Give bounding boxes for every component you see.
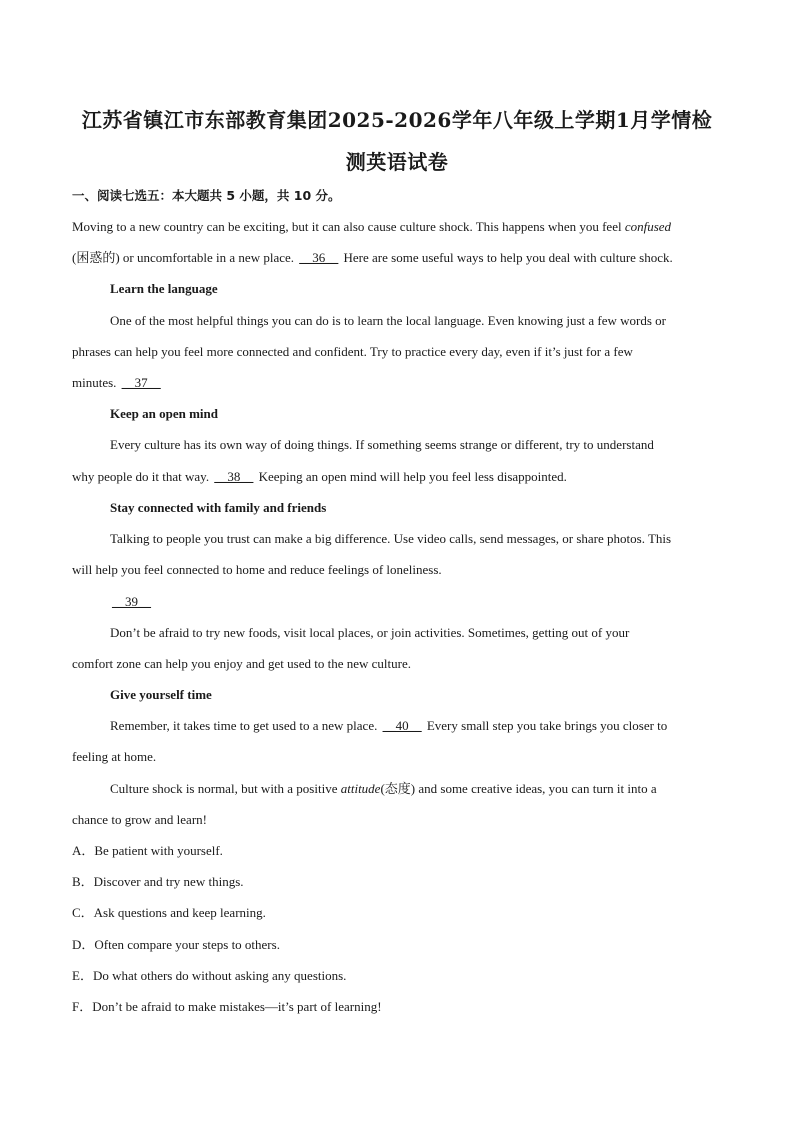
option-b[interactable]: B．Discover and try new things. (72, 874, 244, 889)
passage-intro-line-1 (72, 219, 722, 235)
option-e[interactable]: E．Do what others do without asking any questions. (72, 968, 347, 983)
option-c[interactable]: C．Ask questions and keep learning. (72, 905, 266, 920)
section-heading: 一、阅读七选五：本大题共 5 小题，共 10 分。 (72, 188, 341, 203)
option-f[interactable]: F．Don’t be afraid to make mistakes—it’s part of learning! (72, 999, 382, 1014)
passage-text: (态度) and some creative ideas, you can turn it into a (380, 781, 657, 796)
exam-title-line-1: 江苏省镇江市东部教育集团2025-2026学年八年级上学期1月学情检 (81, 108, 713, 132)
paragraph-line: Talking to people you trust can make a big difference. Use video calls, send messages, or share photos. This (110, 531, 672, 546)
paragraph-line: One of the most helpful things you can do is to learn the local language. Even knowing just a few words or (110, 313, 666, 328)
blank-38[interactable]: __38__ (214, 469, 254, 484)
subheading-stay-connected: Stay connected with family and friends (110, 500, 327, 515)
blank-37[interactable]: __37__ (121, 375, 161, 390)
blank-39[interactable]: __39__ (112, 594, 151, 609)
exam-title-line-2: 测英语试卷 (345, 150, 449, 174)
subheading-learn-language: Learn the language (110, 281, 218, 296)
paragraph-line: Don’t be afraid to try new foods, visit local places, or join activities. Sometimes, getting out of your (110, 625, 630, 640)
passage-text: Keeping an open mind will help you feel less disappointed. (255, 469, 567, 484)
passage-text: Culture shock is normal, but with a positive (110, 781, 341, 796)
passage-text: why people do it that way. (72, 469, 213, 484)
subheading-blank-39-row (110, 594, 760, 610)
paragraph-line (72, 469, 722, 485)
passage-italic-word: attitude (340, 781, 381, 796)
blank-36[interactable]: __36__ (299, 250, 339, 265)
blank-40[interactable]: __40__ (382, 718, 422, 733)
subheading-open-mind: Keep an open mind (110, 406, 218, 421)
subheading-give-time: Give yourself time (110, 687, 212, 702)
passage-text: Remember, it takes time to get used to a new place. (110, 718, 381, 733)
paragraph-line (72, 375, 722, 391)
paragraph-line: chance to grow and learn! (72, 812, 207, 827)
passage-text: Every small step you take brings you closer to (423, 718, 668, 733)
paragraph-line: phrases can help you feel more connected and confident. Try to practice every day, even if it’s just for a few (72, 344, 633, 359)
paragraph-line (110, 718, 760, 734)
passage-text: Moving to a new country can be exciting, but it can also cause culture shock. This happens when you feel (72, 219, 625, 234)
option-a[interactable]: A．Be patient with yourself. (72, 843, 223, 858)
paragraph-line: feeling at home. (72, 749, 157, 764)
passage-text: Here are some useful ways to help you deal with culture shock. (340, 250, 673, 265)
paragraph-line: comfort zone can help you enjoy and get used to the new culture. (72, 656, 411, 671)
paragraph-line: will help you feel connected to home and reduce feelings of loneliness. (72, 562, 442, 577)
passage-intro-line-2 (72, 250, 722, 266)
passage-text: (困惑的) or uncomfortable in a new place. (72, 250, 298, 265)
paragraph-line: Every culture has its own way of doing things. If something seems strange or different, try to understand (110, 437, 654, 452)
option-d[interactable]: D．Often compare your steps to others. (72, 937, 280, 952)
passage-italic-word: confused (624, 219, 672, 234)
passage-text: minutes. (72, 375, 120, 390)
paragraph-line (110, 781, 760, 797)
